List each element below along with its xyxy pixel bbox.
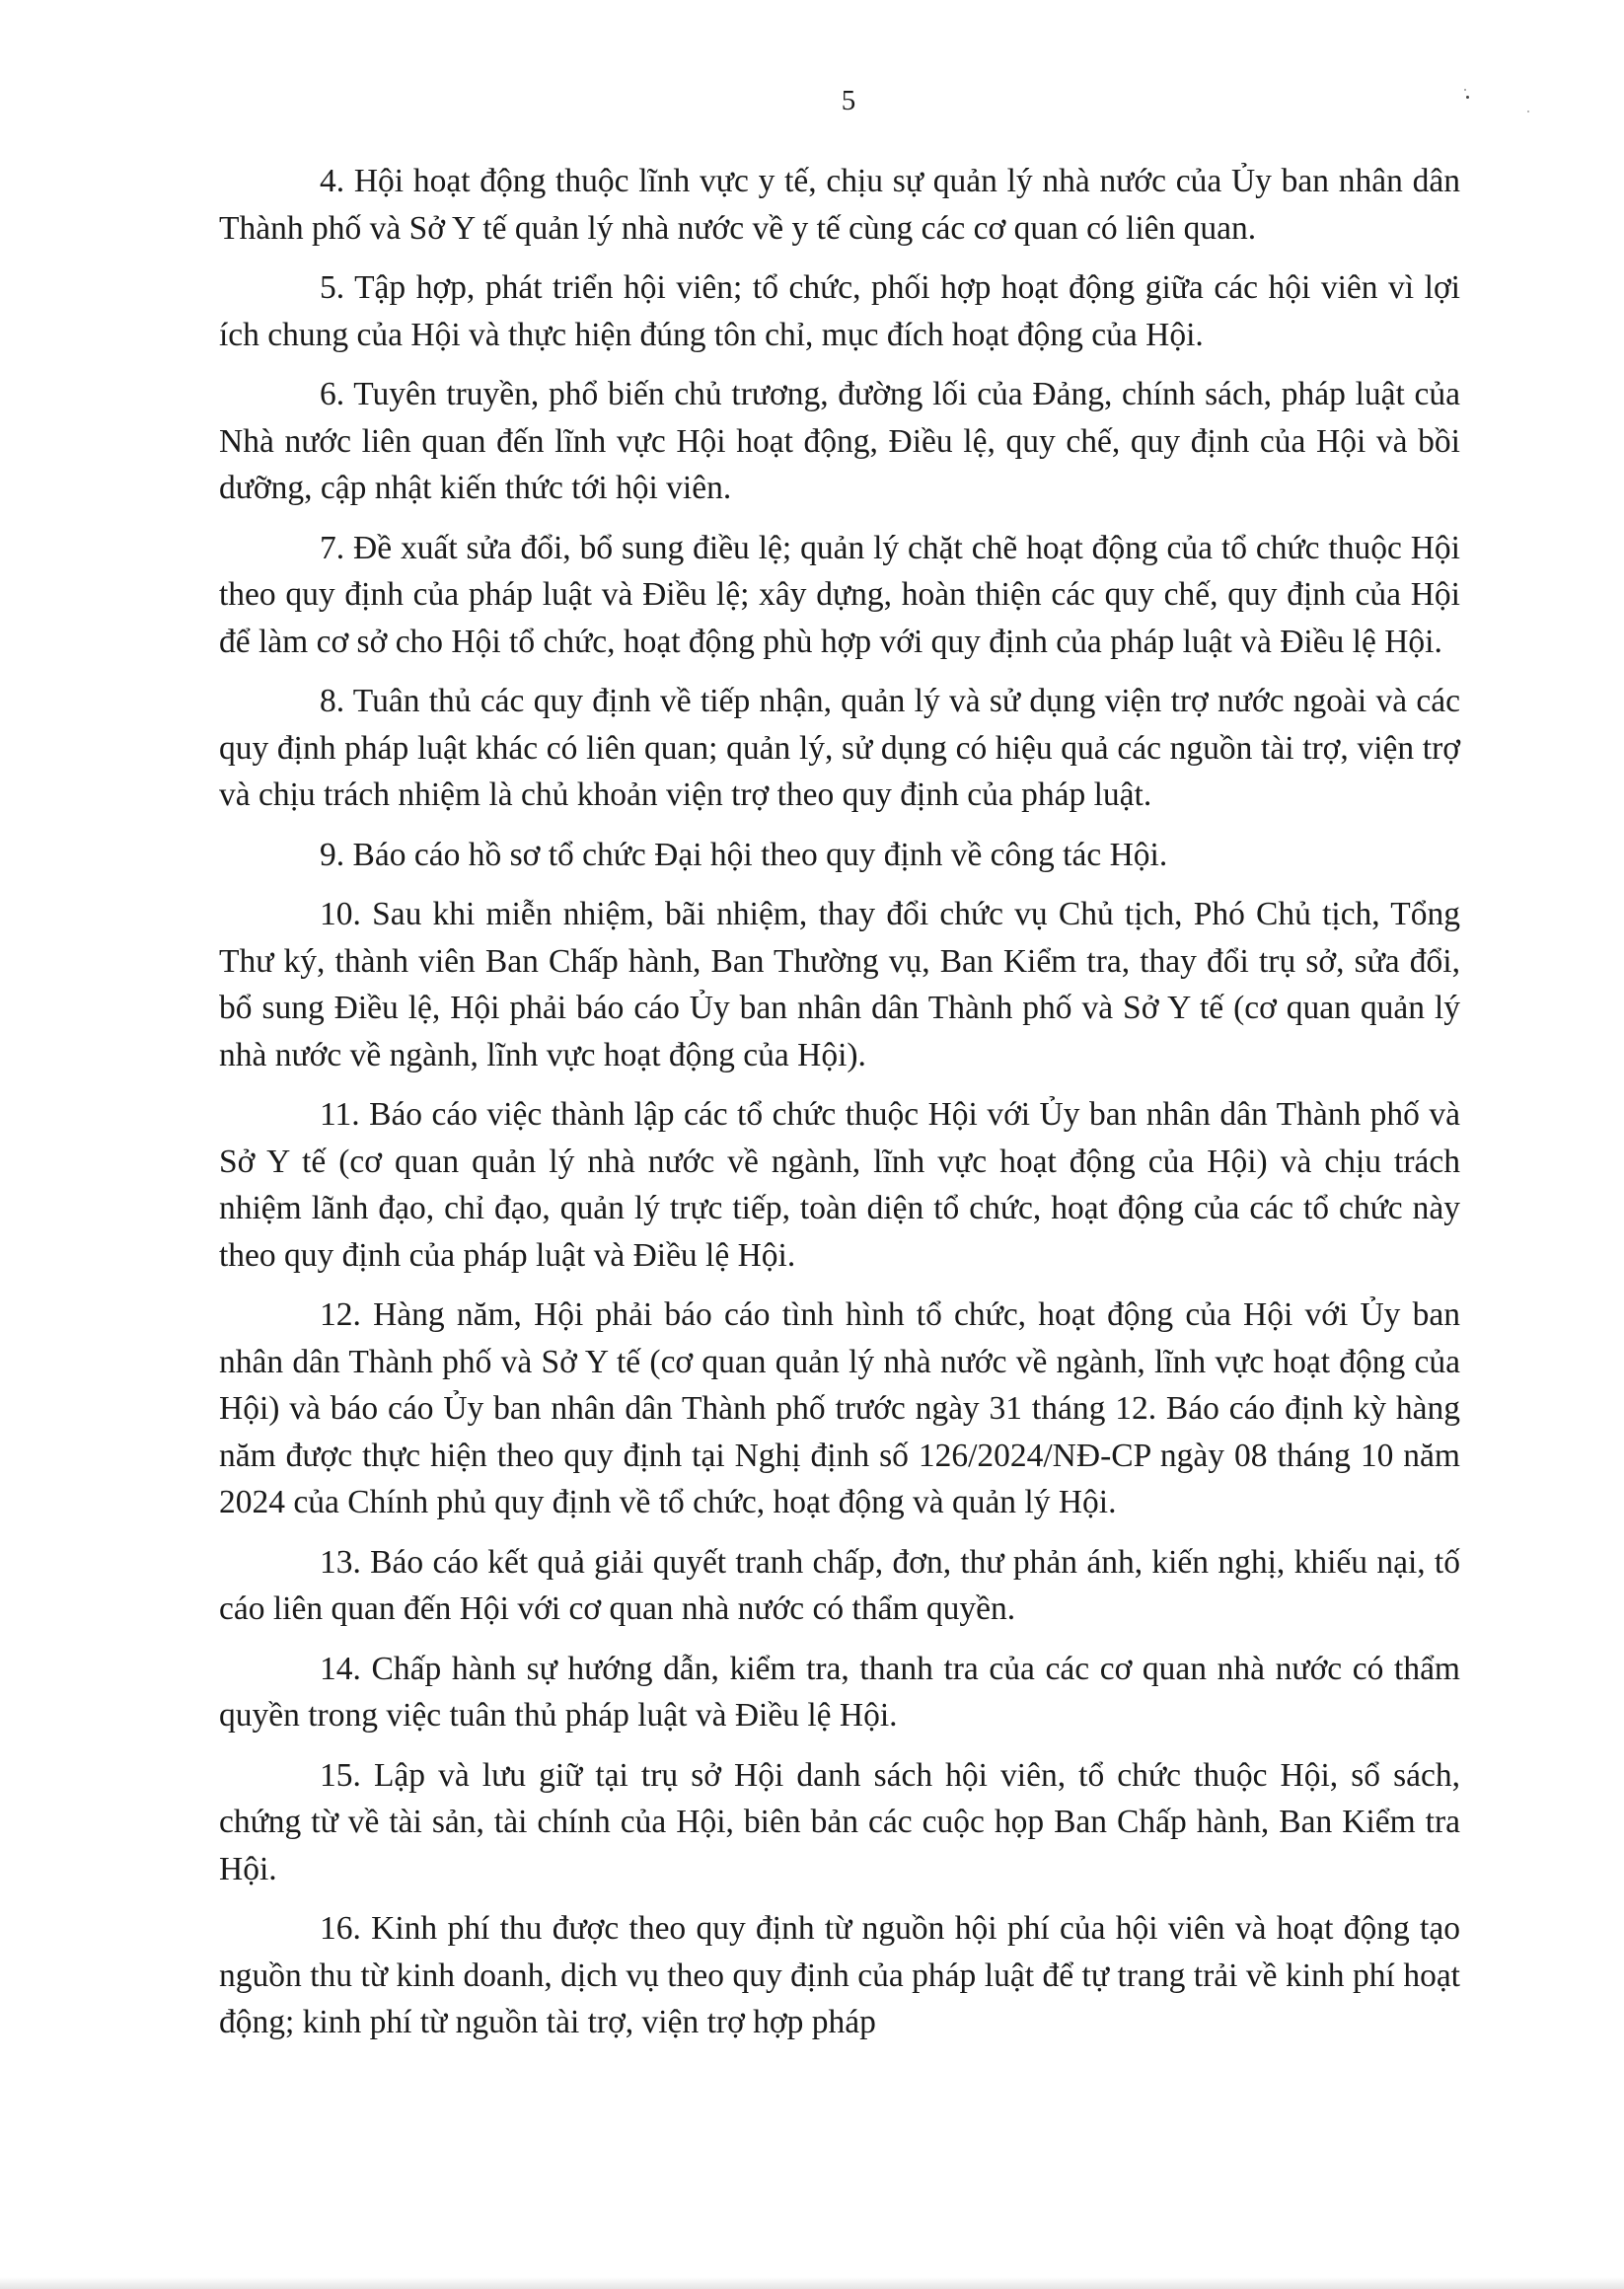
paragraph-8: 8. Tuân thủ các quy định về tiếp nhận, quản lý và sử dụng viện trợ nước ngoài và các quy định pháp luật khác có liên quan; quản lý, sử dụng có hiệu quả các nguồn tài trợ, viện trợ và chịu trách nhiệm là chủ khoản viện trợ theo quy định của pháp luật. xyxy=(219,683,1460,813)
paragraph-10: 10. Sau khi miễn nhiệm, bãi nhiệm, thay đổi chức vụ Chủ tịch, Phó Chủ tịch, Tổng Thư ký, thành viên Ban Chấp hành, Ban Thường vụ, Ban Kiểm tra, thay đổi trụ sở, sửa đổi, bổ sung Điều lệ, Hội phải báo cáo Ủy ban nhân dân Thành phố và Sở Y tế (cơ quan quản lý nhà nước về ngành, lĩnh vực hoạt động của Hội). xyxy=(219,896,1460,1073)
paragraph-14: 14. Chấp hành sự hướng dẫn, kiểm tra, thanh tra của các cơ quan nhà nước có thẩm quyền trong việc tuân thủ pháp luật và Điều lệ Hội. xyxy=(219,1650,1460,1734)
paragraph-5: 5. Tập hợp, phát triển hội viên; tổ chức, phối hợp hoạt động giữa các hội viên vì lợi ích chung của Hội và thực hiện đúng tôn chỉ, mục đích hoạt động của Hội. xyxy=(219,269,1460,353)
page-number: 5 xyxy=(841,85,856,116)
paragraph-11: 11. Báo cáo việc thành lập các tổ chức thuộc Hội với Ủy ban nhân dân Thành phố và Sở Y tế (cơ quan quản lý nhà nước về ngành, lĩnh vực hoạt động của Hội) và chịu trách nhiệm lãnh đạo, chỉ đạo, quản lý trực tiếp, toàn diện tổ chức, hoạt động của các tổ chức này theo quy định của pháp luật và Điều lệ Hội. xyxy=(219,1096,1460,1274)
scan-speck xyxy=(1466,96,1469,99)
paragraph-6: 6. Tuyên truyền, phổ biến chủ trương, đường lối của Đảng, chính sách, pháp luật của Nhà nước liên quan đến lĩnh vực Hội hoạt động, Điều lệ, quy chế, quy định của Hội và bồi dưỡng, cập nhật kiến thức tới hội viên. xyxy=(219,376,1460,506)
paragraph-9: 9. Báo cáo hồ sơ tổ chức Đại hội theo quy định về công tác Hội. xyxy=(320,836,1168,873)
scan-speck xyxy=(1527,111,1529,112)
paragraph-7: 7. Đề xuất sửa đổi, bổ sung điều lệ; quản lý chặt chẽ hoạt động của tổ chức thuộc Hội theo quy định của pháp luật và Điều lệ; xây dựng, hoàn thiện các quy chế, quy định của Hội để làm cơ sở cho Hội tổ chức, hoạt động phù hợp với quy định của pháp luật và Điều lệ Hội. xyxy=(219,529,1460,660)
paragraph-13: 13. Báo cáo kết quả giải quyết tranh chấp, đơn, thư phản ánh, kiến nghị, khiếu nại, tố cáo liên quan đến Hội với cơ quan nhà nước có thẩm quyền. xyxy=(219,1543,1460,1627)
paragraph-4: 4. Hội hoạt động thuộc lĩnh vực y tế, chịu sự quản lý nhà nước của Ủy ban nhân dân Thành phố và Sở Y tế quản lý nhà nước về y tế cùng các cơ quan có liên quan. xyxy=(219,163,1460,247)
body-text xyxy=(219,158,1460,2046)
scan-bottom-edge xyxy=(0,2277,1624,2289)
paragraph-15: 15. Lập và lưu giữ tại trụ sở Hội danh sách hội viên, tổ chức thuộc Hội, sổ sách, chứng từ về tài sản, tài chính của Hội, biên bản các cuộc họp Ban Chấp hành, Ban Kiểm tra Hội. xyxy=(219,1756,1460,1887)
paragraph-12: 12. Hàng năm, Hội phải báo cáo tình hình tổ chức, hoạt động của Hội với Ủy ban nhân dân Thành phố và Sở Y tế (cơ quan quản lý nhà nước về ngành, lĩnh vực hoạt động của Hội) và báo cáo Ủy ban nhân dân Thành phố trước ngày 31 tháng 12. Báo cáo định kỳ hàng năm được thực hiện theo quy định tại Nghị định số 126/2024/NĐ-CP ngày 08 tháng 10 năm 2024 của Chính phủ quy định về tổ chức, hoạt động và quản lý Hội. xyxy=(219,1296,1460,1520)
scan-speck xyxy=(1464,89,1466,91)
paragraph-16: 16. Kinh phí thu được theo quy định từ nguồn hội phí của hội viên và hoạt động tạo nguồn thu từ kinh doanh, dịch vụ theo quy định của pháp luật để tự trang trải về kinh phí hoạt động; kinh phí từ nguồn tài trợ, viện trợ hợp pháp xyxy=(219,1910,1460,2040)
